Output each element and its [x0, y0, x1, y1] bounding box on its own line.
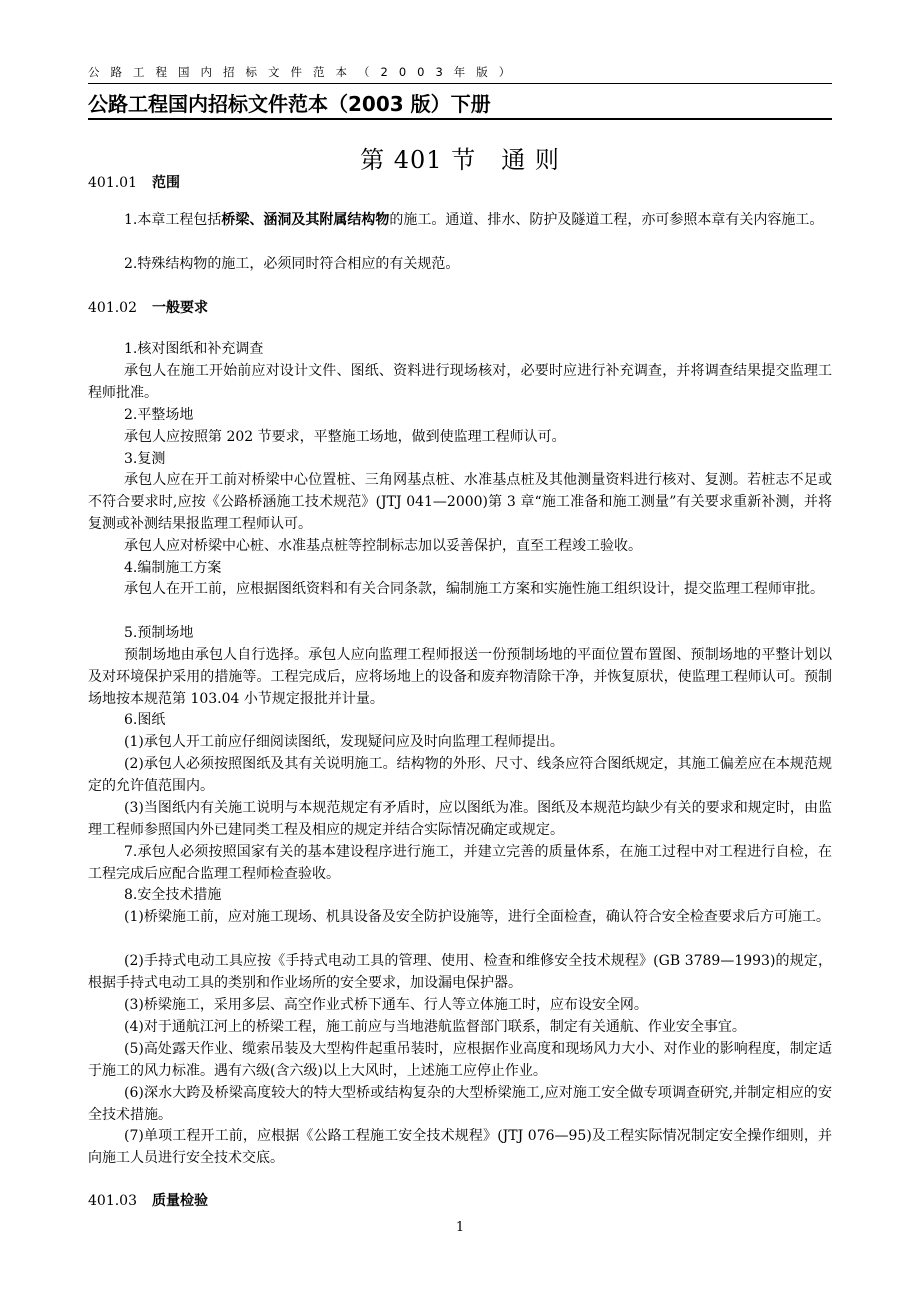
heading-number: 401.03 [88, 1193, 137, 1209]
bold-text-run: 桥梁、涵洞及其附属结构物 [221, 212, 390, 228]
paragraph: (2)手持式电动工具应按《手持式电动工具的管理、使用、检查和维修安全技术规程》(GB 3789—1993)的规定，根据手持式电动工具的类别和作业场所的安全要求，加设漏电保护器。 [88, 953, 832, 991]
paragraph: (6)深水大跨及桥梁高度较大的特大型桥或结构复杂的大型桥梁施工,应对施工安全做专项调查研究,并制定相应的安全技术措施。 [88, 1085, 832, 1123]
paragraph: 2.平整场地 [124, 407, 194, 423]
paragraph: (2)承包人必须按照图纸及其有关说明施工。结构物的外形、尺寸、线条应符合图纸规定，其施工偏差应在本规范规定的允许值范围内。 [88, 756, 832, 794]
paragraph: 5.预制场地 [124, 625, 194, 641]
heading-text: 范围 [152, 175, 180, 191]
paragraph: 1.核对图纸和补充调查 [124, 341, 264, 357]
text-run: 的施工。通道、排水、防护及隧道工程，亦可参照本章有关内容施工。 [389, 212, 824, 228]
book-title: 公路工程国内招标文件范本（2003 版）下册 [88, 92, 491, 116]
paragraph: 2.特殊结构物的施工，必须同时符合相应的有关规范。 [124, 256, 460, 272]
paragraph: 4.编制施工方案 [124, 560, 222, 576]
paragraph: 承包人在施工开始前应对设计文件、图纸、资料进行现场核对，必要时应进行补充调查，并将调查结果提交监理工程师批准。 [88, 363, 832, 401]
paragraph: (3)当图纸内有关施工说明与本规范规定有矛盾时，应以图纸为准。图纸及本规范均缺少有关的要求和规定时，由监理工程师参照国内外已建同类工程及相应的规定并结合实际情况确定或规定。 [88, 800, 832, 838]
paragraph [88, 209, 832, 231]
running-header: 公路工程国内招标文件范本（2003年版） [88, 65, 522, 79]
header-rule [88, 83, 832, 84]
heading-401-01 [88, 172, 180, 192]
header-thick-rule [88, 118, 832, 120]
text-run: 1.本章工程包括 [124, 212, 222, 228]
heading-number: 401.02 [88, 300, 137, 316]
paragraph: 7.承包人必须按照国家有关的基本建设程序进行施工，并建立完善的质量体系，在施工过程中对工程进行自检，在工程完成后应配合监理工程师检查验收。 [88, 844, 832, 882]
heading-number: 401.01 [88, 175, 137, 191]
heading-401-03 [88, 1190, 208, 1210]
paragraph: (3)桥梁施工，采用多层、高空作业式桥下通车、行人等立体施工时，应布设安全网。 [124, 997, 648, 1013]
paragraph: (1)桥梁施工前，应对施工现场、机具设备及安全防护设施等，进行全面检查，确认符合安全检查要求后方可施工。 [124, 909, 830, 925]
paragraph: 预制场地由承包人自行选择。承包人应向监理工程师报送一份预制场地的平面位置布置图、预制场地的平整计划以及对环境保护采用的措施等。工程完成后，应将场地上的设备和废弃物清除干净，并恢复原状，使监理工程师认可。预制场地按本规范第 103.04 小节规定报批并计量。 [88, 647, 832, 707]
section-title: 第 401 节 通 则 [360, 146, 560, 174]
paragraph: (5)高处露天作业、缆索吊装及大型构件起重吊装时，应根据作业高度和现场风力大小、对作业的影响程度，制定适于施工的风力标准。遇有六级(含六级)以上大风时，上述施工应停止作业。 [88, 1041, 832, 1079]
heading-text: 质量检验 [152, 1193, 208, 1209]
paragraph: (7)单项工程开工前，应根据《公路工程施工安全技术规程》(JTJ 076—95)及工程实际情况制定安全操作细则，并向施工人员进行安全技术交底。 [88, 1128, 832, 1166]
heading-text: 一般要求 [152, 300, 208, 316]
paragraph: 3.复测 [124, 451, 166, 467]
paragraph: 承包人应对桥梁中心桩、水准基点桩等控制标志加以妥善保护，直至工程竣工验收。 [124, 538, 642, 554]
heading-401-02 [88, 297, 208, 317]
page-number: 1 [455, 1220, 465, 1235]
paragraph: (4)对于通航江河上的桥梁工程，施工前应与当地港航监督部门联系，制定有关通航、作业安全事宜。 [124, 1019, 746, 1035]
paragraph: 承包人应在开工前对桥梁中心位置桩、三角网基点桩、水准基点桩及其他测量资料进行核对、复测。若桩志不足或不符合要求时,应按《公路桥涵施工技术规范》(JTJ 041—2000)第 3 章“施工准备和施工测量”有关要求重新补测，并将复测或补测结果报监理工程师认可。 [88, 472, 832, 532]
paragraph: 承包人在开工前，应根据图纸资料和有关合同条款，编制施工方案和实施性施工组织设计，提交监理工程师审批。 [124, 581, 824, 597]
paragraph: 8.安全技术措施 [124, 887, 222, 903]
paragraph: 承包人应按照第 202 节要求，平整施工场地，做到使监理工程师认可。 [124, 429, 566, 445]
paragraph: (1)承包人开工前应仔细阅读图纸，发现疑问应及时向监理工程师提出。 [124, 734, 564, 750]
paragraph: 6.图纸 [124, 712, 166, 728]
